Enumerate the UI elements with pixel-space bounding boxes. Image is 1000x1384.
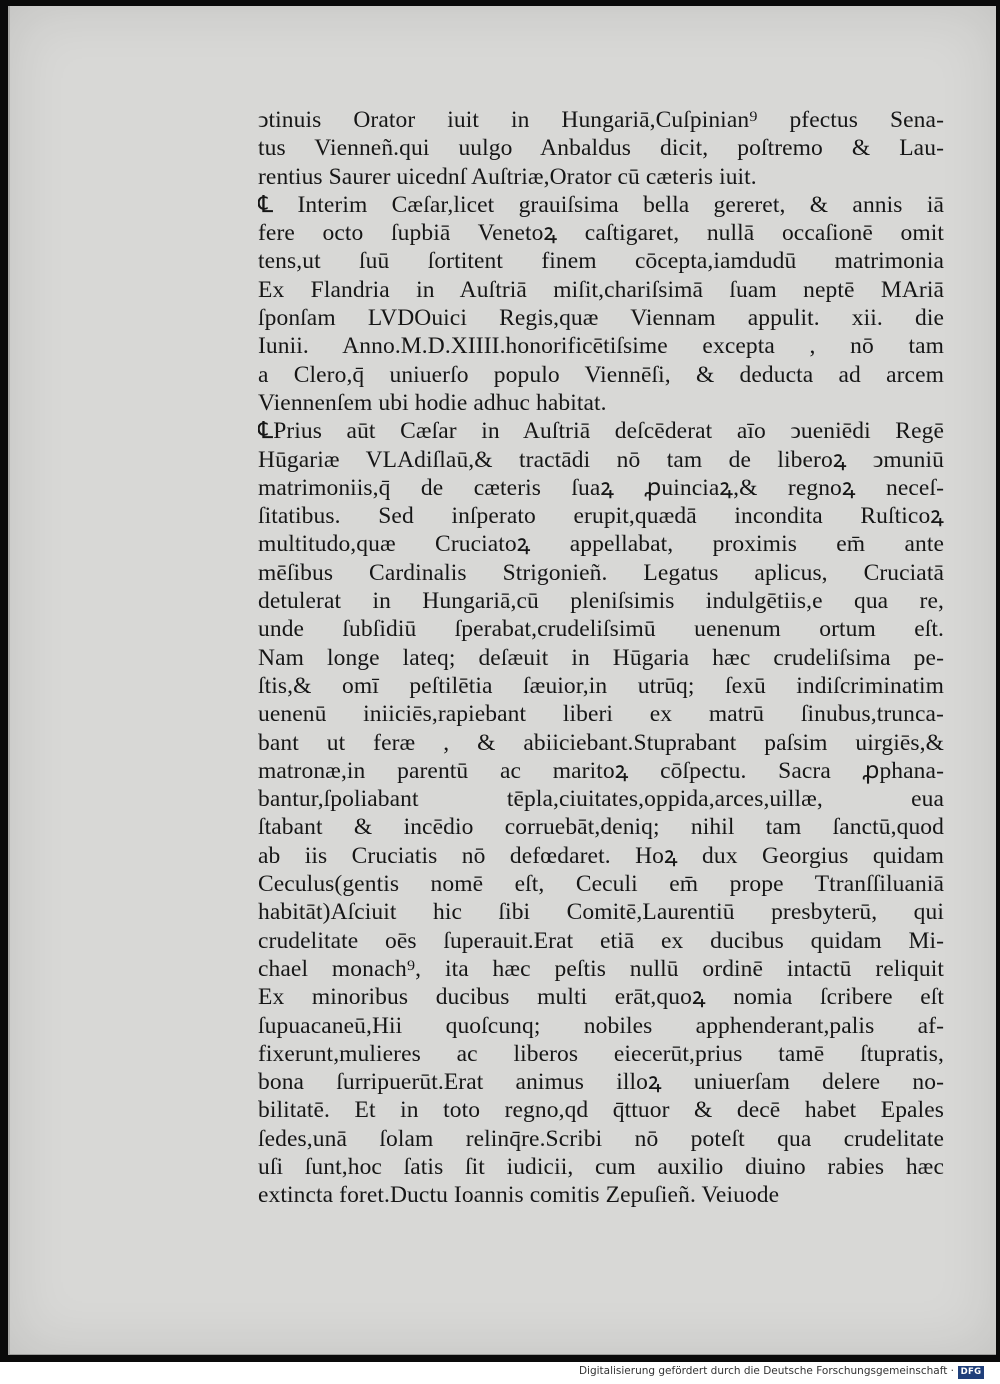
text-line: ſtis,& omī peſtilētia ſæuior,in utrūq; ſexū indiſcriminatim: [258, 672, 944, 699]
dfg-logo-icon: DFG: [958, 1366, 984, 1379]
text-line: tens,ut ſuū ſortitent finem cōcepta,iamdudū matrimonia: [258, 248, 944, 275]
text-line: uenenū iniiciēs,rapiebant liberi ex matrū ſinubus,trunca-: [258, 701, 944, 728]
text-line: bantur,ſpoliabant tēpla,ciuitates,oppida,arces,uillæ, eua: [258, 786, 944, 813]
text-line: Ex Flandria in Auſtriā miſit,chariſsimā ſuam neptē MAriā: [258, 276, 944, 303]
text-line: ↄtinuis Orator iuit in Hungariā,Cuſpinian⁹ pfectus Sena-: [258, 107, 944, 133]
text-line: a Clero,q̄ uniuerſo populo Viennēſi, & deducta ad arcem: [258, 361, 944, 388]
text-line: ſedes,unā ſolam relinq̄re.Scribi nō poteſt qua crudelitate: [258, 1125, 944, 1152]
text-line: multitudo,quæ Cruciatoꝝ appellabat, proximis em̄ ante: [258, 531, 944, 558]
text-line: fere octo ſupbiā Venetoꝝ caſtigaret, nullā occaſionē omit: [258, 220, 944, 247]
footer-bar: [0, 1362, 1000, 1384]
text-line: ℄Prius aūt Cæſar in Auſtriā deſcēderat aīo ↄueniēdi Regē: [258, 418, 944, 445]
text-line: tus Vienneñ.qui uulgo Anbaldus dicit, poſtremo & Lau-: [258, 135, 944, 162]
text-line: Hūgariæ VLAdiſlaū,& tractādi nō tam de liberoꝝ ↄmuniū: [258, 446, 944, 473]
text-line: extincta foret.Ductu Ioannis comitis Zepuſieñ. Veiuode: [258, 1182, 780, 1209]
text-line: Ceculus(gentis nomē eſt, Ceculi em̄ prope Ttranſſiluaniā: [258, 871, 944, 898]
text-line: bilitatē. Et in toto regno,qd q̄ttuor & decē habet Epales: [258, 1097, 944, 1124]
text-line: bant ut feræ , & abiiciebant.Stuprabant paſsim uirgiēs,&: [258, 729, 944, 756]
page-text-block: [258, 106, 944, 1210]
text-line: Iunii. Anno.M.D.XIIII.honorificētiſsime excepta , nō tam: [258, 333, 944, 360]
text-line: ab iis Cruciatis nō defœdaret. Hoꝝ dux Georgius quidam: [258, 842, 944, 869]
text-line: fixerunt,mulieres ac liberos eiecerūt,prius tamē ſtupratis,: [258, 1040, 944, 1067]
text-line: ſitatibus. Sed inſperato erupit,quædā incondita Ruſticoꝝ: [258, 503, 944, 530]
text-line: ſponſam LVDOuici Regis,quæ Viennam appulit. xii. die: [258, 305, 944, 332]
text-line: habitāt)Aſciuit hic ſibi Comitē,Laurentiū presbyterū, qui: [258, 899, 944, 926]
text-line: chael monach⁹, ita hæc peſtis nullū ordinē intactū reliquit: [258, 955, 944, 982]
text-line: Ex minoribus ducibus multi erāt,quoꝝ nomia ſcribere eſt: [258, 984, 944, 1011]
text-line: detulerat in Hungariā,cū pleniſsimis indulgētiis,e qua re,: [258, 588, 944, 615]
text-line: rentius Saurer uicednſ Auſtriæ,Orator cū cæteris iuit.: [258, 163, 757, 190]
book-page: [8, 6, 996, 1355]
text-line: bona ſurripuerūt.Erat animus illoꝝ uniuerſam delere no-: [258, 1069, 944, 1096]
text-line: Viennenſem ubi hodie adhuc habitat.: [258, 389, 607, 416]
text-line: Nam longe lateq; deſæuit in Hūgaria hæc crudeliſsima pe-: [258, 644, 944, 671]
text-line: mēſibus Cardinalis Strigonieñ. Legatus aplicus, Cruciatā: [258, 559, 944, 586]
text-line: matronæ,in parentū ac maritoꝝ cōſpectu. Sacra ꝓphana-: [258, 757, 944, 784]
funding-credit: Digitalisierung gefördert durch die Deutsche Forschungsgemeinschaft ·: [578, 1365, 954, 1377]
text-line: ſtabant & incēdio corruebāt,deniq; nihil tam ſanctū,quod: [258, 814, 944, 841]
text-line: crudelitate oēs ſuperauit.Erat etiā ex ducibus quidam Mi-: [258, 927, 944, 954]
text-line: uſi ſunt,hoc ſatis ſit iudicii, cum auxilio diuino rabies hæc: [258, 1153, 944, 1180]
text-line: ℄ Interim Cæſar,licet grauiſsima bella gereret, & annis iā: [258, 191, 944, 218]
text-line: ſupuacaneū,Hii quoſcunq; nobiles apphenderant,palis af-: [258, 1012, 944, 1039]
text-line: matrimoniis,q̄ de cæteris ſuaꝝ ꝓuinciaꝝ,& regnoꝝ neceſ-: [258, 474, 944, 501]
text-line: unde ſubſidiū ſperabat,crudeliſsimū uenenum ortum eſt.: [258, 616, 944, 643]
